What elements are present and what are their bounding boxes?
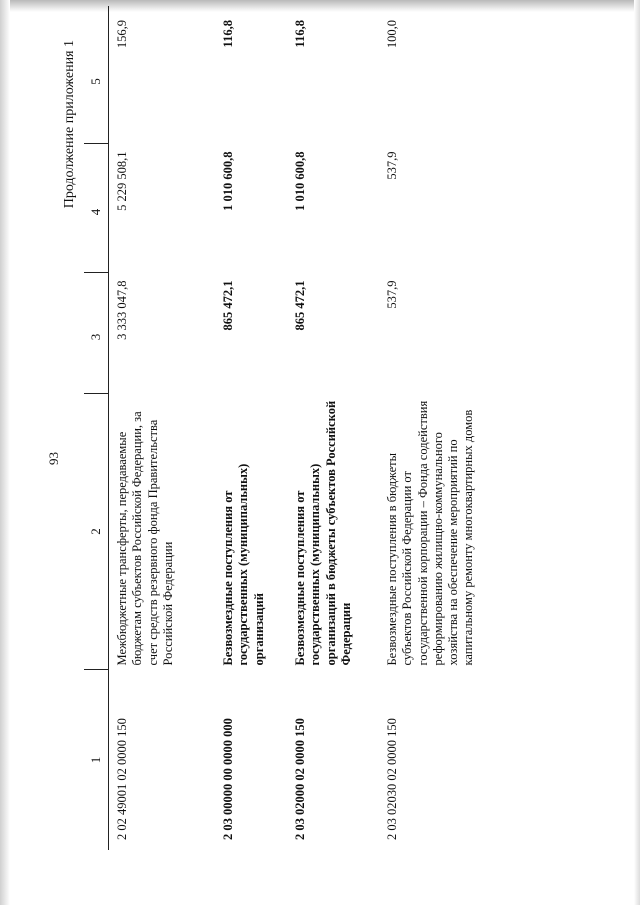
row-code: 2 02 49001 02 0000 150 bbox=[115, 718, 129, 840]
header-col-1: 1 bbox=[84, 670, 109, 851]
row-col5-value: 100,0 bbox=[385, 20, 399, 49]
row-code: 2 03 00000 00 0000 000 bbox=[221, 718, 235, 840]
row-name: Безвозмездные поступления в бюджеты субъектов Российской Федерации от государственной корпорации – Фонда содействия реформированию жилищно-коммунального хозяйства на обеспечение мероприятий по капитальному ремонту многоквартирных домов bbox=[385, 400, 476, 666]
table-row bbox=[287, 6, 379, 850]
table-header-row bbox=[84, 6, 109, 850]
row-col4-value: 1 010 600,8 bbox=[221, 151, 235, 211]
revenue-table bbox=[84, 6, 505, 850]
row-col5-value: 116,8 bbox=[221, 20, 235, 48]
document-page bbox=[46, 20, 530, 850]
row-col4-value: 1 010 600,8 bbox=[293, 151, 307, 211]
table-row bbox=[215, 6, 287, 850]
row-col3-value: 3 333 047,8 bbox=[115, 280, 129, 340]
row-col3-value: 537,9 bbox=[385, 280, 399, 309]
header-col-3: 3 bbox=[84, 273, 109, 394]
row-col5-value: 116,8 bbox=[293, 20, 307, 48]
header-col-4: 4 bbox=[84, 144, 109, 273]
header-col-2: 2 bbox=[84, 394, 109, 670]
row-code: 2 03 02030 02 0000 150 bbox=[385, 718, 399, 840]
row-name: Безвозмездные поступления от государственных (муниципальных) организаций bbox=[221, 463, 266, 666]
header-col-5: 5 bbox=[84, 6, 109, 144]
row-name: Межбюджетные трансферты, передаваемые бюджетам субъектов Российской Федерации, за счет средств резервного фонда Правительства Российской Федерации bbox=[115, 411, 175, 666]
row-code: 2 03 02000 02 0000 150 bbox=[293, 718, 307, 840]
row-col3-value: 865 472,1 bbox=[293, 280, 307, 331]
appendix-caption: Продолжение приложения 1 bbox=[62, 40, 77, 209]
row-col4-value: 537,9 bbox=[385, 151, 399, 180]
row-name: Безвозмездные поступления от государственных (муниципальных) организаций в бюджеты субъектов Российской Федерации bbox=[293, 400, 353, 666]
row-col4-value: 5 229 508,1 bbox=[115, 151, 129, 211]
table-row bbox=[379, 6, 505, 850]
table-row bbox=[109, 6, 216, 850]
scan-right-shadow bbox=[634, 0, 640, 905]
page-number: 93 bbox=[46, 452, 61, 465]
row-col5-value: 156,9 bbox=[115, 20, 129, 49]
row-col3-value: 865 472,1 bbox=[221, 280, 235, 331]
scan-left-shadow bbox=[0, 0, 10, 905]
